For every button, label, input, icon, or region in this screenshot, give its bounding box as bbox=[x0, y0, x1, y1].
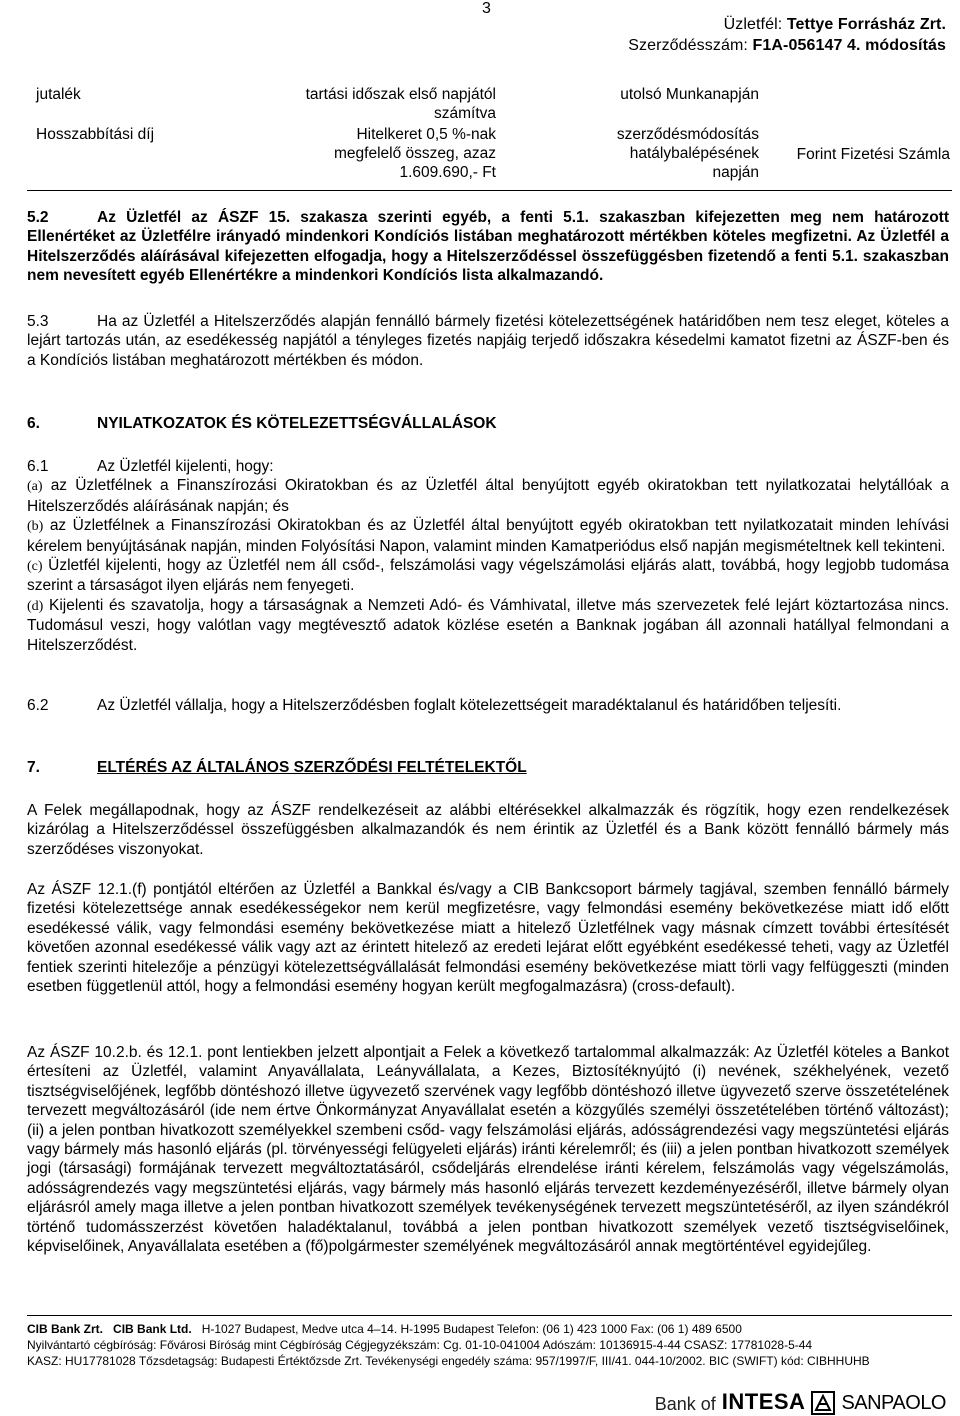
fee-base-line: 1.609.690,- Ft bbox=[399, 164, 496, 181]
footer-line-1 bbox=[27, 1322, 949, 1338]
header-client-label: Üzletfél: bbox=[723, 16, 783, 33]
header-contract-label: Szerződésszám: bbox=[628, 37, 748, 54]
footer-line-2: Nyilvántartó cégbíróság: Fővárosi Bíróság mint Cégbíróság Cégjegyzékszám: Cg. 01-10-041004 Adószám: 10136915-4-44 CSASZ: 17781028-5-44 bbox=[27, 1338, 813, 1352]
footer-bank-name-en: CIB Bank Ltd. bbox=[113, 1322, 192, 1336]
section-text: Ha az Üzletfél a Hitelszerződés alapján fennálló bármely fizetési kötelezettségének határidőben nem tesz eleget, köteles a lejárt tartozás után, az esedékesség napjától a tényleges fizetés napjáig terjedő időszakra késedelmi kamatot fizetni az ÁSZF-ben és a Kondíciós listában meghatározott mértékben és módon. bbox=[27, 313, 949, 369]
fee-due-line: hatálybalépésének bbox=[629, 145, 759, 162]
logo-intesa: INTESA bbox=[721, 1389, 806, 1414]
item-label: (a) bbox=[27, 479, 43, 495]
fee-method: Forint Fizetési Számla bbox=[796, 146, 950, 163]
logo-bank-of: Bank of bbox=[654, 1394, 716, 1414]
section-number: 5.2 bbox=[27, 209, 49, 226]
list-item bbox=[27, 516, 949, 556]
footer-address: H-1027 Budapest, Medve utca 4–14. H-1995 Budapest Telefon: (06 1) 423 1000 Fax: (06 1) 489 6500 bbox=[201, 1322, 742, 1336]
item-text: Kijelenti és szavatolja, hogy a társaságnak a Nemzeti Adó- és Vámhivatal, illetve más szervezetek felé lejárt köztartozása nincs. Tudomásul veszi, hogy valótlan vagy megtévesztő adatok közlése esetén a Banknak jogában áll azonnali hatállyal felmondani a Hitelszerződést. bbox=[27, 596, 950, 654]
heading-title: NYILATKOZATOK ÉS KÖTELEZETTSÉGVÁLLALÁSOK bbox=[97, 415, 497, 432]
fee-base-line: számítva bbox=[433, 105, 496, 122]
fee-name: jutalék bbox=[36, 86, 81, 103]
fees-table bbox=[26, 85, 960, 182]
fee-method bbox=[777, 85, 960, 125]
fee-base-line: Hitelkeret 0,5 %-nak bbox=[356, 126, 496, 143]
heading-section-7 bbox=[27, 758, 949, 777]
fee-due-line: utolsó Munkanapján bbox=[620, 86, 759, 103]
heading-section-6 bbox=[27, 414, 949, 433]
fee-due-line: napján bbox=[712, 164, 759, 181]
footer-rule bbox=[27, 1315, 952, 1316]
item-label: (d) bbox=[27, 598, 44, 614]
intesa-sanpaolo-logo bbox=[655, 1389, 946, 1415]
section-text: Az Üzletfél kijelenti, hogy: bbox=[97, 458, 274, 475]
section-number: 6.2 bbox=[27, 697, 49, 714]
header-contract bbox=[628, 37, 946, 55]
section-7-paragraph-2: Az ÁSZF 12.1.(f) pontjától eltérően az Üzletfél a Bankkal és/vagy a CIB Bankcsoport bármely tagjával, szemben fennálló bármely fizetési kötelezettsége annak esedékességekor nem kerül megfizetésre, vagy felmondási esemény bekövetkezése miatt idő előtt esedékessé válik, vagy felmondási esemény bekövetkezése miatt a hitelező Üzletfélnek vagy másnak címzett további értesítését követően azonnal esedékessé válik vagy azt az érintett hitelező az eredeti lejárat előtt egyébként esedékessé teheti, vagy az Üzletfél fentiek szerinti hitelezője a pénzügyi kötelezettségvállalását felmondási esemény bekövetkezése miatt törli vagy felfüggeszti (minden esetben függetlenül attól, hogy a felmondási esemény hogyan került megfogalmazásra) (cross-default). bbox=[27, 881, 949, 996]
heading-title: ELTÉRÉS AZ ÁLTALÁNOS SZERZŐDÉSI FELTÉTELEKTŐL bbox=[97, 759, 527, 776]
logo-sanpaolo: SANPAOLO bbox=[841, 1392, 946, 1414]
page-number: 3 bbox=[482, 0, 491, 17]
table-bottom-rule bbox=[27, 190, 952, 191]
section-6-1 bbox=[27, 457, 949, 655]
header-client bbox=[724, 16, 946, 34]
section-number: 6.1 bbox=[27, 458, 49, 475]
header-client-name: Tettye Forrásház Zrt. bbox=[786, 16, 946, 33]
fee-name: Hosszabbítási díj bbox=[36, 126, 155, 143]
list-item bbox=[27, 556, 949, 596]
fee-due-line: szerződésmódosítás bbox=[616, 126, 759, 143]
section-text: Az Üzletfél az ÁSZF 15. szakasza szerinti egyéb, a fenti 5.1. szakaszban kifejezetten meg nem határozott Ellenértéket az Üzletfélre irányadó mindenkori Kondíciós listában meghatározott mértékben köteles megfizetni. Az Üzletfél a Hitelszerződés aláírásával kifejezetten elfogadja, hogy a Hitelszerződéssel összefüggésben fizetendő a fenti 5.1. szakaszban nem nevesített egyéb Ellenértékre a mindenkori Kondíciós lista alkalmazandó. bbox=[27, 209, 949, 285]
item-text: az Üzletfélnek a Finanszírozási Okiratokban és az Üzletfél által benyújtott egyéb okiratokban tett nyilatkozatai helytállóak a Hitelszerződés aláírásának napján; és bbox=[27, 477, 949, 515]
heading-number: 7. bbox=[27, 759, 40, 776]
item-text: az Üzletfélnek a Finanszírozási Okiratokban és az Üzletfél által benyújtott egyéb okiratokban tett nyilatkozatait minden lehívási kérelem benyújtásának napján, minden Folyósítási Napon, valamint minden Kamatperiódus első napján megismételtnek kell tekinteni. bbox=[27, 517, 950, 555]
footer-bank-name: CIB Bank Zrt. bbox=[27, 1322, 104, 1336]
list-item bbox=[27, 476, 949, 516]
fee-base bbox=[196, 85, 514, 125]
fee-base bbox=[196, 125, 514, 182]
section-5-2 bbox=[27, 208, 949, 286]
item-text: Üzletfél kijelenti, hogy az Üzletfél nem áll csőd-, felszámolási vagy végelszámolási eljárás alatt, továbbá, hogy legjobb tudomása szerint a társaságot ilyen eljárás nem fenyegeti. bbox=[27, 557, 949, 595]
section-7-paragraph-1: A Felek megállapodnak, hogy az ÁSZF rendelkezéseit az alábbi eltérésekkel alkalmazzák és rögzítik, hogy ezen rendelkezések kizárólag a Hitelszerződéssel összefüggésben alkalmazandók és nem érintik az Üzletfél és a Bank között fennálló bármely más szerződéses viszonyokat. bbox=[27, 802, 949, 858]
table-row bbox=[26, 85, 960, 125]
section-text: Az Üzletfél vállalja, hogy a Hitelszerződésben foglalt kötelezettségeit maradéktalanul és határidőben teljesíti. bbox=[97, 697, 842, 714]
footer-line-3: KASZ: HU17781028 Tőzsdetagság: Budapesti Értéktőzsde Zrt. Tevékenységi engedély száma: 957/1997/F, III/41. 044-10/2002. BIC (SWIFT) kód: CIBHHUHB bbox=[27, 1354, 870, 1368]
heading-number: 6. bbox=[27, 415, 40, 432]
section-6-1-intro bbox=[27, 457, 949, 476]
header-contract-number: F1A-056147 4. módosítás bbox=[752, 37, 946, 54]
fee-base-line: tartási időszak első napjától bbox=[305, 86, 496, 103]
section-5-3 bbox=[27, 312, 949, 370]
section-7-paragraph-3: Az ÁSZF 10.2.b. és 12.1. pont lentiekben jelzett alpontjait a Felek a következő tartalommal alkalmazzák: Az Üzletfél köteles a Bankot értesíteni az Üzletfél, valamint Anyavállalata, Leányvállalata, a Kezes, Biztosítéknyújtó (i) nevének, székhelyének, vezető tisztségviselőjének, legfőbb döntéshozó illetve ügyvezető szervének vagy legfőbb döntéshozó illetve ügyvezető szerve összetételének tervezett megváltozásáról (ide nem értve Önkormányzat Anyavállalat esetén a közgyűlés személyi összetételében történő változást); (ii) a jelen pontban hivatkozott személyekkel szembeni csőd- vagy felszámolási eljárás, adósságrendezési vagy megszüntetési eljárás vagy bármely más hasonló eljárás (pl. törvényességi felügyeleti eljárás) iránti kérelemről; és (iii) a jelen pontban hivatkozott személyek jogi (társasági) formájának tervezett megváltoztatásáról, csődeljárás elrendelése iránti kérelem, felszámolás vagy végelszámolás, adósságrendezés vagy megszüntetési eljárás, vagy bármely más hasonló eljárás tervezett kezdeményezéséről, illetve bármely olyan eljárásról amely maga illetve a jelen pontban hivatkozott személyek tevékenységének tervezett megszüntetéséről, az ilyen szándékról történő tudomásszerzést követően haladéktalanul, továbbá a jelen pontban hivatkozott személyek vezető tisztségviselőinek, képviselőinek, Anyavállalata esetében a (fő)polgármester személyének megváltozásáról annak megtörténtével egyidejűleg. bbox=[27, 1044, 949, 1256]
fee-due bbox=[514, 85, 777, 125]
table-row bbox=[26, 125, 960, 182]
item-label: (b) bbox=[27, 519, 44, 535]
fee-due bbox=[514, 125, 777, 182]
section-number: 5.3 bbox=[27, 313, 49, 330]
fee-base-line: megfelelő összeg, azaz bbox=[334, 145, 496, 162]
list-item bbox=[27, 596, 949, 655]
item-label: (c) bbox=[27, 559, 43, 575]
section-6-2 bbox=[27, 696, 949, 715]
sanpaolo-emblem-icon bbox=[811, 1391, 835, 1415]
